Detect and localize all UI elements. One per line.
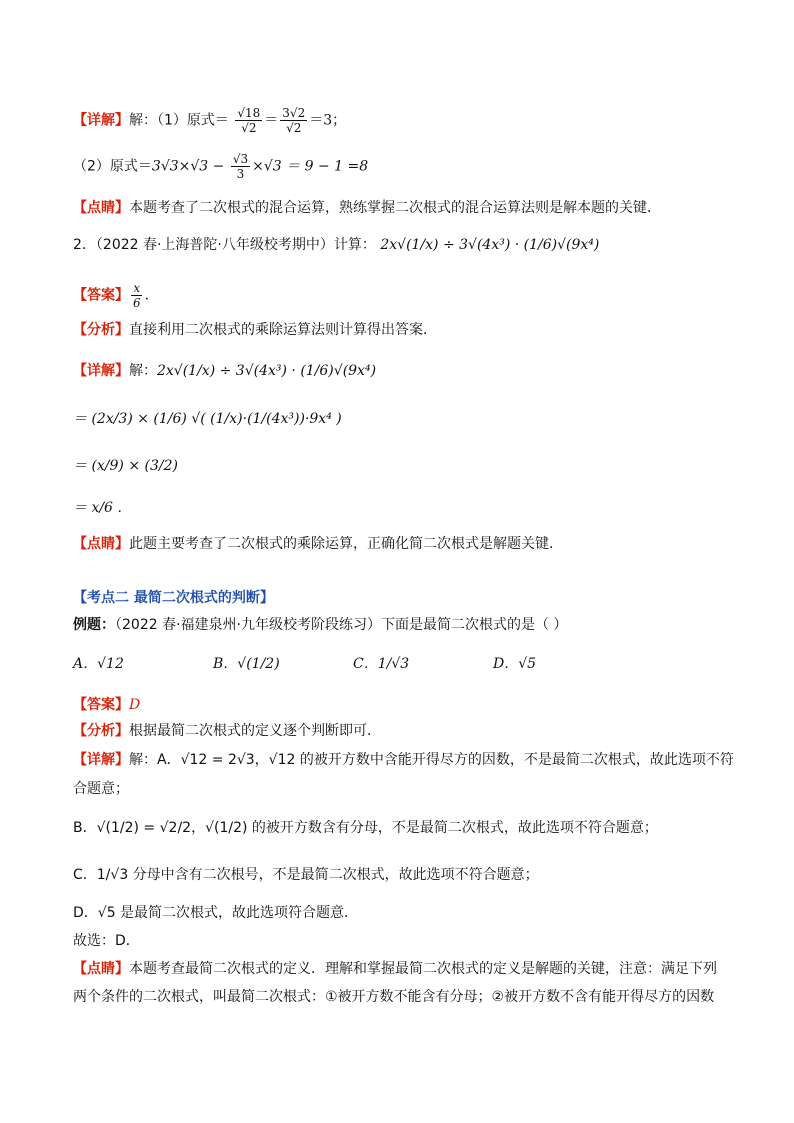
frac-den: √2 — [286, 121, 302, 135]
example-stem: （2022 春·福建泉州·九年级校考阶段练习）下面是最简二次根式的是（ ） — [115, 617, 568, 633]
comment-line-4: 两个条件的二次根式，叫最简二次根式：①被开方数不能含有分母；②被开方数不含有能开得尽方的因数 — [73, 989, 715, 1005]
option-c: C．1/√3 — [353, 656, 410, 672]
detail-tag: 【详解】 — [73, 752, 129, 768]
comment-tag: 【点睛】 — [73, 536, 129, 552]
fraction — [231, 152, 250, 181]
answer-line — [73, 281, 159, 310]
detail-lead: 解：（1）原式＝ — [129, 112, 229, 129]
frac-num: x — [133, 281, 141, 295]
comment-tag: 【点睛】 — [73, 200, 129, 216]
example-label: 例题： — [73, 617, 115, 633]
analysis-tag: 【分析】 — [73, 723, 129, 739]
frac-num: √18 — [237, 106, 261, 120]
frac-num: √3 — [232, 152, 249, 166]
fraction — [235, 106, 262, 135]
analysis-line — [73, 319, 437, 339]
frac-den: 6 — [133, 296, 141, 310]
detail-a — [73, 749, 734, 769]
analysis-tag: 【分析】 — [73, 322, 129, 338]
choose-line: 故选：D． — [73, 933, 140, 949]
frac-den: √2 — [241, 121, 257, 135]
frac-num: 3√2 — [282, 106, 306, 120]
comment-line-3 — [73, 958, 717, 978]
detail-line-1: 【详解】解：（1）原式＝ $\frac{√18}{√2}$ ＝ $\frac{3√2}{√2}$ ＝3； — [73, 106, 347, 135]
question-stem: 2．（2022 春·上海普陀·八年级校考期中）计算： — [73, 237, 376, 253]
comment-line-1 — [73, 197, 661, 217]
analysis-text: 直接利用二次根式的乘除运算法则计算得出答案． — [129, 322, 437, 338]
analysis-text: 根据最简二次根式的定义逐个判断即可． — [129, 723, 381, 739]
question-2 — [73, 234, 599, 254]
section-title: 【考点二 最简二次根式的判断】 — [73, 590, 274, 606]
eq-tail: ＝3； — [309, 112, 347, 129]
answer-tail: ． — [144, 287, 159, 304]
detail-b: B．√(1/2) = √2/2，√(1/2) 的被开方数含有分母，不是最简二次根式，故此选项不符合题意； — [73, 820, 658, 836]
detail-c: C．1/√3 分母中含有二次根号，不是最简二次根式，故此选项不符合题意； — [73, 867, 539, 883]
part2-line — [73, 152, 368, 181]
step-3: ＝ x/6 ． — [73, 500, 132, 516]
comment-line-2 — [73, 533, 563, 553]
option-a: A．√12 — [73, 656, 124, 672]
comment-tag: 【点睛】 — [73, 961, 129, 977]
detail-expr: 2x√(1/x) ÷ 3√(4x³) · (1/6)√(9x⁴) — [157, 363, 377, 379]
detail-line-2 — [73, 360, 376, 380]
step-2: ＝ (x/9) × (3/2) — [73, 458, 178, 474]
fraction — [280, 106, 307, 135]
detail-a-text: 解：A．√12 = 2√3，√12 的被开方数中含能开得尽方的因数，不是最简二次根式，故此选项不符 — [129, 752, 734, 768]
comment-text: 本题考查了二次根式的混合运算，熟练掌握二次根式的混合运算法则是解本题的关键． — [129, 200, 661, 216]
part2-tail: ×√3 ＝ 9 − 1 =8 — [252, 158, 369, 175]
answer-value: D — [129, 697, 141, 713]
answer-line-2 — [73, 694, 140, 714]
detail-tag: 【详解】 — [73, 363, 129, 379]
option-b: B．√(1/2) — [213, 656, 280, 672]
option-d: D．√5 — [493, 656, 537, 672]
example-line — [73, 614, 567, 634]
part2-lead: （2）原式＝ — [73, 158, 152, 175]
comment-text-1: 本题考查最简二次根式的定义．理解和掌握最简二次根式的定义是解题的关键，注意：满足下列 — [129, 961, 717, 977]
answer-tag: 【答案】 — [73, 697, 129, 713]
comment-text: 此题主要考查了二次根式的乘除运算，正确化简二次根式是解题关键． — [129, 536, 563, 552]
part2-expr: 3√3×√3 − — [151, 158, 229, 175]
options-row — [73, 653, 633, 673]
analysis-line-2 — [73, 720, 381, 740]
question-expr: 2x√(1/x) ÷ 3√(4x³) · (1/6)√(9x⁴) — [380, 237, 600, 253]
detail-a2: 合题意； — [73, 781, 129, 797]
detail-tag: 【详解】 — [73, 112, 129, 129]
frac-den: 3 — [236, 167, 245, 181]
detail-lead: 解： — [129, 363, 157, 379]
detail-d: D．√5 是最简二次根式，故此选项符合题意． — [73, 905, 359, 921]
answer-tag: 【答案】 — [73, 287, 129, 304]
step-1: ＝ (2x/3) × (1/6) √( (1/x)·(1/(4x³))·9x⁴ ) — [73, 411, 342, 427]
answer-fraction — [131, 281, 143, 310]
